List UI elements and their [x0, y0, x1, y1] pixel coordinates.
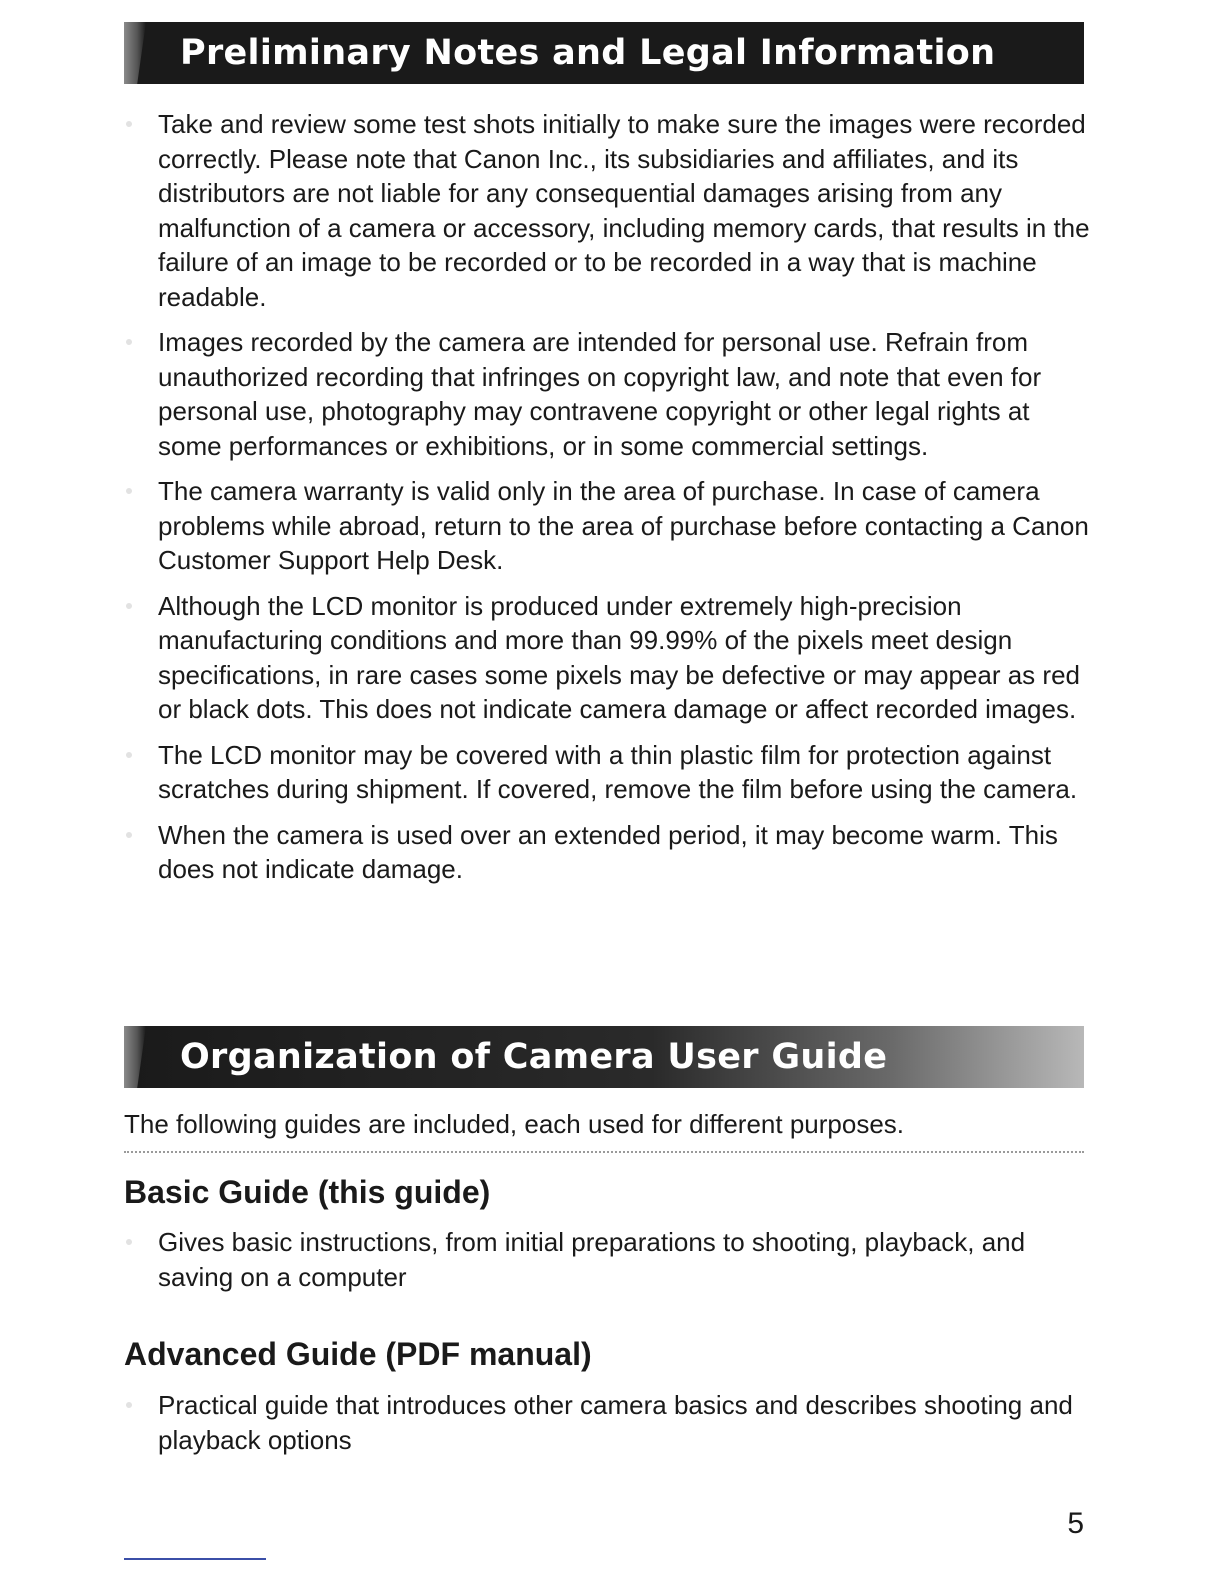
list-item-text: The camera warranty is valid only in the area of purchase. In case of camera problems while abroad, return to the area of purchase before contacting a Canon Customer Support Help Desk. [158, 476, 1089, 575]
footer-rule [124, 1558, 266, 1560]
header-tab-decoration [124, 22, 146, 84]
bullet-icon [126, 752, 132, 758]
list-item [124, 738, 1094, 807]
divider [124, 1151, 1084, 1153]
list-item-text: Although the LCD monitor is produced under extremely high-precision manufacturing conditions and more than 99.99% of the pixels meet design specifications, in rare cases some pixels may be defective or may appear as red or black dots. This does not indicate camera damage or affect recorded images. [158, 590, 1080, 724]
section-title: Preliminary Notes and Legal Information [180, 33, 996, 73]
guide-heading-advanced: Advanced Guide (PDF manual) [124, 1336, 592, 1372]
advanced-guide-list [124, 1388, 1094, 1468]
header-tab-decoration [124, 1026, 146, 1088]
list-item-text: Gives basic instructions, from initial preparations to shooting, playback, and saving on a computer [158, 1227, 1026, 1292]
list-item-text: Practical guide that introduces other camera basics and describes shooting and playback options [158, 1390, 1073, 1455]
section-title: Organization of Camera User Guide [180, 1037, 888, 1077]
bullet-icon [126, 488, 132, 494]
guide-heading-basic: Basic Guide (this guide) [124, 1174, 491, 1210]
list-item-text: Take and review some test shots initially to make sure the images were recorded correctly. Please note that Canon Inc., its subsidiaries and affiliates, and its distributors are not liable for any consequential damages arising from any malfunction of a camera or accessory, including memory cards, that results in the failure of an image to be recorded or to be recorded in a way that is machine readable. [158, 109, 1090, 312]
list-item [124, 818, 1094, 887]
bullet-icon [126, 1402, 132, 1408]
list-item [124, 1225, 1094, 1294]
list-item [124, 325, 1094, 463]
list-item-text: Images recorded by the camera are intended for personal use. Refrain from unauthorized recording that infringes on copyright law, and note that even for personal use, photography may contravene copyright or other legal rights at some performances or exhibitions, or in some commercial settings. [158, 327, 1042, 461]
bullet-icon [126, 339, 132, 345]
list-item [124, 1388, 1094, 1457]
organization-intro: The following guides are included, each used for different purposes. [124, 1109, 905, 1139]
legal-notes-list [124, 107, 1094, 898]
list-item-text: When the camera is used over an extended period, it may become warm. This does not indicate damage. [158, 819, 1058, 884]
section-header-organization [124, 1026, 1084, 1088]
bullet-icon [126, 121, 132, 127]
list-item-text: The LCD monitor may be covered with a thin plastic film for protection against scratches during shipment. If covered, remove the film before using the camera. [158, 739, 1078, 804]
page-number: 5 [1067, 1507, 1084, 1540]
bullet-icon [126, 1239, 132, 1245]
bullet-icon [126, 603, 132, 609]
list-item [124, 474, 1094, 578]
list-item [124, 589, 1094, 727]
bullet-icon [126, 832, 132, 838]
basic-guide-list [124, 1225, 1094, 1305]
list-item [124, 107, 1094, 314]
section-header-preliminary [124, 22, 1084, 84]
